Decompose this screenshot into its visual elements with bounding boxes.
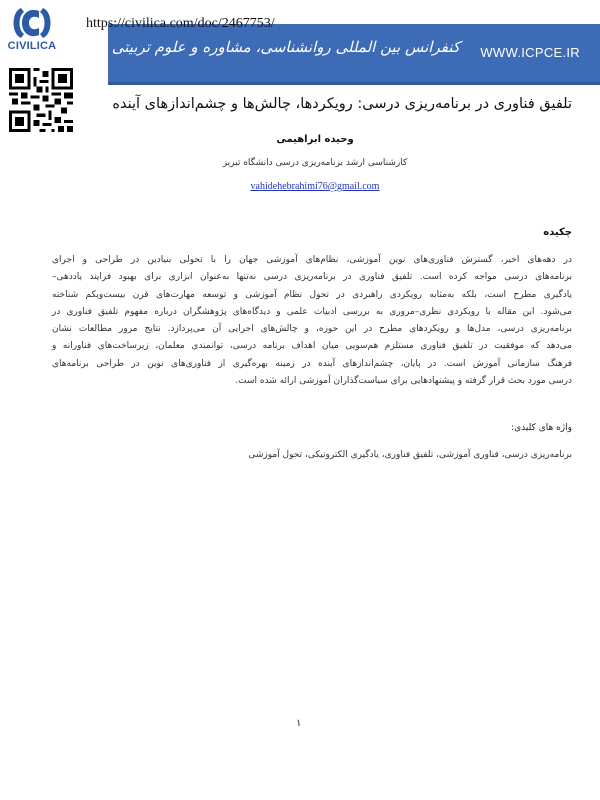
author-affiliation: کارشناسی ارشد برنامه‌ریزی درسی دانشگاه تبریز [222, 158, 408, 168]
abstract-line: برنامه‌ریزی درسی، مدل‌ها و رویکردهای مطرح در این حوزه، و چالش‌های اجرایی آن می‌پردازد. نتایج مرور مطالعات نشان [52, 324, 572, 335]
qr-code-icon [9, 68, 73, 132]
civilica-logo-text: CIVILICA [7, 40, 57, 52]
document-url[interactable]: https://civilica.com/doc/2467753/ [86, 16, 275, 31]
author-name: وحیده ابراهیمی [276, 134, 354, 145]
page-number: ۱ [296, 718, 302, 729]
conference-banner [108, 24, 600, 85]
keywords-list: برنامه‌ریزی درسی، فناوری آموزشی، تلفیق فناوری، یادگیری الکترونیکی، تحول آموزشی [248, 450, 572, 460]
conference-name: کنفرانس بین المللی روانشناسی، مشاوره و علوم تربیتی [111, 38, 460, 56]
abstract-line: یادگیری مطرح است، بلکه به‌مثابه رویکردی راهبردی در تحول نظام آموزشی و توسعه مهارت‌های قرن بیست‌ویکم شناخته [52, 289, 572, 300]
abstract-line: می‌دهد که موفقیت در تلفیق فناوری مستلزم هم‌سویی میان اهداف برنامه درسی، توانمندی معلمان، زیرساخت‌های فناورانه و [52, 341, 572, 352]
abstract-line: درسی مورد بحث قرار گرفته و پیشنهادهایی برای سیاست‌گذاران آموزشی ارائه شده است. [235, 376, 572, 387]
paper-title: تلفیق فناوری در برنامه‌ریزی درسی: رویکردها، چالش‌ها و چشم‌اندازهای آینده [112, 96, 572, 112]
abstract-line: فرهنگ سازمانی آموزش است. در پایان، چشم‌اندازهای آینده در زمینه بهره‌گیری از فناوری‌های نوین در طراحی برنامه‌های [52, 358, 572, 369]
abstract-line: در دهه‌های اخیر، گسترش فناوری‌های نوین آموزشی، نظام‌های آموزشی جهان را با تحولی بنیادین در طراحی و اجرای [52, 255, 572, 265]
civilica-c-icon [7, 6, 57, 40]
conference-website[interactable]: WWW.ICPCE.IR [480, 45, 580, 60]
author-email-link[interactable]: vahidehebrahimi76@gmail.com [250, 181, 380, 192]
civilica-logo[interactable] [4, 6, 60, 56]
abstract-line: برنامه‌های درسی مواجه کرده است. تلفیق فناوری در برنامه‌ریزی درسی نه‌تنها به‌عنوان ابزاری برای بهبود فرایند یاددهی– [52, 272, 572, 283]
abstract-body [52, 252, 572, 390]
keywords-heading: واژه های کلیدی: [511, 423, 572, 433]
abstract-line: می‌شود. این مقاله با رویکردی نظری–مروری به بررسی ادبیات علمی و دیدگاه‌های پژوهشگران درباره مفهوم تلفیق فناوری در [52, 306, 572, 317]
abstract-heading: چکیده [543, 227, 572, 238]
